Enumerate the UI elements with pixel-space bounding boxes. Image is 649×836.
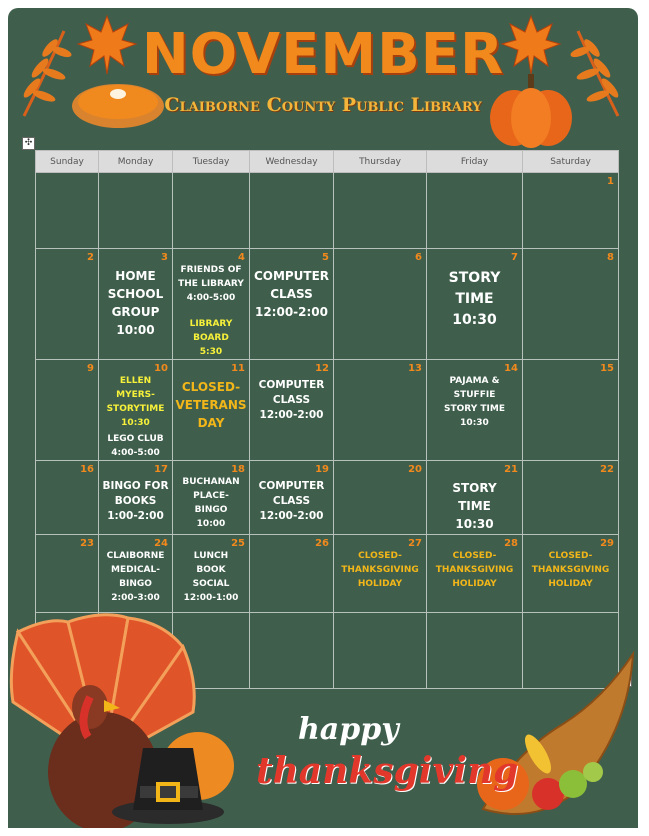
day-number: 17 xyxy=(154,464,168,475)
day-number: 16 xyxy=(80,464,94,475)
calendar-event: LIBRARY BOARD 5:30 xyxy=(189,319,233,357)
calendar-day-cell xyxy=(334,461,427,535)
calendar-day-cell xyxy=(99,173,173,249)
calendar-day-cell xyxy=(36,173,99,249)
day-number: 18 xyxy=(231,464,245,475)
calendar-day-cell xyxy=(427,360,523,461)
calendar-day-cell xyxy=(99,249,173,360)
day-number: 5 xyxy=(322,252,329,263)
weekday-header-wednesday: Wednesday xyxy=(250,151,334,173)
calendar-day-cell xyxy=(250,173,334,249)
day-number: 19 xyxy=(315,464,329,475)
day-number: 12 xyxy=(315,363,329,374)
calendar-day-cell xyxy=(250,249,334,360)
calendar-event: CLAIBORNE MEDICAL- BINGO 2:00-3:00 xyxy=(106,551,165,603)
calendar-event: CLOSED- THANKSGIVING HOLIDAY xyxy=(341,551,419,589)
calendar-event: COMPUTER CLASS 12:00-2:00 xyxy=(253,269,330,319)
calendar-event: PAJAMA & STUFFIE STORY TIME 10:30 xyxy=(444,376,505,428)
calendar-event: HOME SCHOOL GROUP 10:00 xyxy=(107,269,164,337)
calendar-day-cell xyxy=(250,535,334,613)
day-number: 23 xyxy=(80,538,94,549)
day-number: 1 xyxy=(607,176,614,187)
thanksgiving-lettering: thanksgiving xyxy=(256,750,519,792)
calendar-day-cell xyxy=(36,360,99,461)
day-number: 2 xyxy=(87,252,94,263)
calendar-day-cell xyxy=(427,535,523,613)
day-number: 22 xyxy=(600,464,614,475)
calendar-event: CLOSED- THANKSGIVING HOLIDAY xyxy=(531,551,610,589)
weekday-header-friday: Friday xyxy=(427,151,523,173)
day-number: 15 xyxy=(600,363,614,374)
calendar-day-cell xyxy=(523,360,619,461)
calendar-event: LEGO CLUB 4:00-5:00 xyxy=(107,434,164,458)
calendar-week-row xyxy=(36,249,619,360)
weekday-header-sunday: Sunday xyxy=(36,151,99,173)
weekday-header-thursday: Thursday xyxy=(334,151,427,173)
calendar-week-row xyxy=(36,360,619,461)
calendar-day-cell xyxy=(334,613,427,689)
calendar-event: COMPUTER CLASS 12:00-2:00 xyxy=(258,379,325,421)
day-number: 21 xyxy=(504,464,518,475)
calendar-day-cell xyxy=(523,461,619,535)
calendar-day-cell xyxy=(427,461,523,535)
calendar-day-cell xyxy=(173,535,250,613)
day-number: 7 xyxy=(511,252,518,263)
day-number: 3 xyxy=(161,252,168,263)
weekday-header-tuesday: Tuesday xyxy=(173,151,250,173)
flyer-page xyxy=(8,8,638,828)
day-number: 4 xyxy=(238,252,245,263)
calendar-event: BUCHANAN PLACE- BINGO 10:00 xyxy=(182,477,240,529)
calendar-day-cell xyxy=(36,461,99,535)
calendar-day-cell xyxy=(250,461,334,535)
cornucopia-icon xyxy=(453,644,638,828)
calendar-day-cell xyxy=(523,173,619,249)
move-handle-icon[interactable]: ✣ xyxy=(22,137,35,150)
calendar-day-cell xyxy=(250,360,334,461)
pilgrim-hat-icon xyxy=(108,726,238,826)
calendar-week-row xyxy=(36,461,619,535)
calendar-table xyxy=(35,150,619,689)
calendar-event: BINGO FOR BOOKS 1:00-2:00 xyxy=(102,480,169,522)
calendar-event: CLOSED- VETERANS DAY xyxy=(175,380,247,430)
calendar-week-row xyxy=(36,535,619,613)
weekday-header-saturday: Saturday xyxy=(523,151,619,173)
page-title: NOVEMBER xyxy=(141,22,505,87)
day-number: 26 xyxy=(315,538,329,549)
day-number: 11 xyxy=(231,363,245,374)
day-number: 29 xyxy=(600,538,614,549)
calendar-event: STORY TIME 10:30 xyxy=(452,481,497,531)
calendar-day-cell xyxy=(36,535,99,613)
calendar-day-cell xyxy=(99,461,173,535)
calendar-day-cell xyxy=(334,249,427,360)
page-subtitle: Claiborne County Public Library xyxy=(164,94,482,116)
day-number: 9 xyxy=(87,363,94,374)
calendar-day-cell xyxy=(36,249,99,360)
calendar-day-cell xyxy=(173,461,250,535)
calendar-event: LUNCH BOOK SOCIAL 12:00-1:00 xyxy=(183,551,239,603)
day-number: 10 xyxy=(154,363,168,374)
day-number: 28 xyxy=(504,538,518,549)
calendar-day-cell xyxy=(173,360,250,461)
calendar-day-cell xyxy=(173,249,250,360)
day-number: 20 xyxy=(408,464,422,475)
day-number: 13 xyxy=(408,363,422,374)
calendar-event: STORY TIME 10:30 xyxy=(448,270,501,328)
calendar-day-cell xyxy=(427,173,523,249)
calendar-day-cell xyxy=(523,535,619,613)
calendar-event: FRIENDS OF THE LIBRARY 4:00-5:00 xyxy=(178,265,244,303)
calendar-day-cell xyxy=(250,613,334,689)
calendar-event: COMPUTER CLASS 12:00-2:00 xyxy=(258,480,325,522)
calendar-day-cell xyxy=(99,360,173,461)
calendar-day-cell xyxy=(523,249,619,360)
day-number: 25 xyxy=(231,538,245,549)
calendar-day-cell xyxy=(334,535,427,613)
calendar-event: CLOSED- THANKSGIVING HOLIDAY xyxy=(435,551,514,589)
calendar-event: ELLEN MYERS- STORYTIME 10:30 xyxy=(106,376,165,428)
happy-lettering: happy xyxy=(298,712,399,747)
weekday-header-row xyxy=(36,151,619,173)
calendar-day-cell xyxy=(334,360,427,461)
day-number: 14 xyxy=(504,363,518,374)
calendar-day-cell xyxy=(334,173,427,249)
day-number: 27 xyxy=(408,538,422,549)
day-number: 6 xyxy=(415,252,422,263)
calendar-week-row xyxy=(36,173,619,249)
calendar-day-cell xyxy=(173,173,250,249)
day-number: 24 xyxy=(154,538,168,549)
weekday-header-monday: Monday xyxy=(99,151,173,173)
calendar-day-cell xyxy=(99,535,173,613)
day-number: 8 xyxy=(607,252,614,263)
calendar-day-cell xyxy=(427,249,523,360)
